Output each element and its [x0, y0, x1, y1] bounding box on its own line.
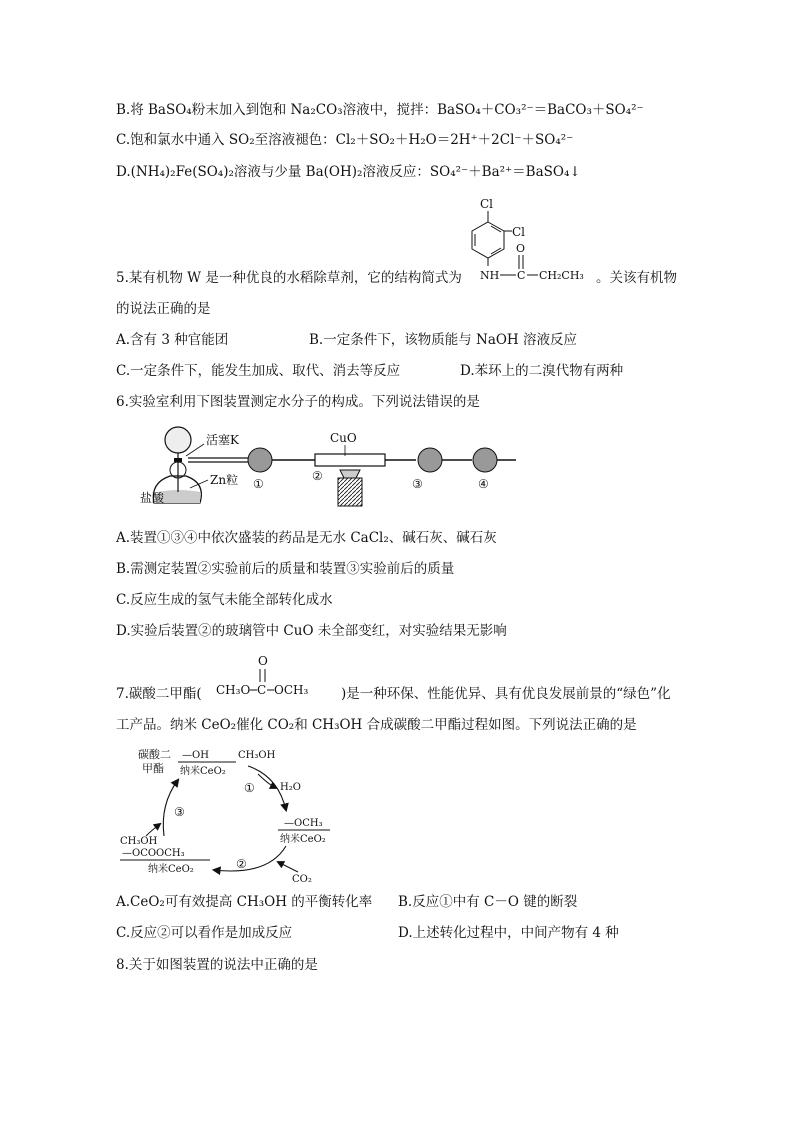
q7-option-a: A.CeO₂可有效提高 CH₃OH 的平衡转化率: [116, 894, 373, 910]
carbonyl-c: C: [517, 269, 526, 282]
ethyl-group: CH₂CH₃: [539, 269, 584, 282]
q6-option-b: B.需测定装置②实验前后的质量和装置③实验前后的质量: [116, 561, 455, 577]
top-sub: —OH: [182, 750, 209, 761]
dmc-o: O: [258, 654, 268, 668]
q7-option-c: C.反应②可以看作是加成反应: [116, 925, 293, 941]
label-2: ②: [312, 469, 323, 483]
q6-option-a: A.装置①③④中依次盛装的药品是无水 CaCl₂、碱石灰、碱石灰: [116, 530, 497, 546]
valve-label: 活塞K: [206, 433, 239, 447]
label-4: ④: [478, 477, 489, 491]
q7-stem-b: )是一种环保、性能优异、具有优良发展前景的“绿色”化: [341, 686, 671, 702]
label-1: ①: [253, 477, 264, 491]
q7-option-d: D.上述转化过程中，中间产物有 4 种: [398, 925, 619, 941]
h2o-label: H₂O: [280, 782, 301, 793]
q5-stem-a: 5.某有机物 W 是一种优良的水稻除草剂，它的结构简式为: [116, 270, 462, 286]
drying-tube-3: [418, 448, 442, 472]
dmc-left: CH₃O: [216, 683, 251, 697]
option-d-line: D.(NH₄)₂Fe(SO₄)₂溶液与少量 Ba(OH)₂溶液反应：SO₄²⁻＋Ba²⁺＝BaSO₄↓: [116, 164, 581, 180]
apparatus-figure: [140, 418, 520, 518]
q5-option-d: D.苯环上的二溴代物有两种: [460, 363, 624, 379]
dmc-formula: [210, 652, 342, 698]
q7-stem-c: 工产品。纳米 CeO₂催化 CO₂和 CH₃OH 合成碳酸二甲酯过程如图。下列说法正确的是: [116, 717, 637, 733]
separatory-funnel: [165, 427, 191, 453]
q7-stem-a: 7.碳酸二甲酯(: [116, 686, 202, 702]
co2-label: CO₂: [292, 874, 312, 884]
q5-option-a: A.含有 3 种官能团: [116, 332, 229, 348]
left-sub: —OCOOCH₃: [122, 848, 185, 859]
q8-stem: 8.关于如图装置的说法中正确的是: [116, 957, 318, 973]
arrow-2: [214, 846, 286, 871]
dmc-c: C: [257, 683, 267, 697]
q5-option-c: C.一定条件下，能发生加成、取代、消去等反应: [116, 363, 401, 379]
burner: [340, 470, 360, 478]
ch3oh-in: CH₃OH: [238, 750, 276, 761]
carbonyl-o: O: [516, 242, 526, 255]
burner-stand: [338, 478, 362, 506]
option-c-line: C.饱和氯水中通入 SO₂至溶液褪色：Cl₂＋SO₂＋H₂O＝2H⁺＋2Cl⁻＋SO₄²⁻: [116, 132, 574, 148]
cuo-label: CuO: [330, 431, 357, 445]
q6-option-d: D.实验后装置②的玻璃管中 CuO 未全部变红，对实验结果无影响: [116, 623, 507, 639]
benzene-ring: [472, 222, 504, 258]
product-label: 碳酸二: [138, 748, 171, 761]
cycle-diagram: [118, 744, 338, 884]
acid-label: 盐酸: [140, 491, 165, 505]
q5-option-b: B.一定条件下，该物质能与 NaOH 溶液反应: [309, 332, 577, 348]
q6-stem: 6.实验室利用下图装置测定水分子的构成。下列说法错误的是: [116, 394, 480, 410]
drying-tube-1: [248, 448, 272, 472]
label-3: ③: [412, 477, 423, 491]
right-cat: 纳米CeO₂: [280, 834, 326, 845]
zn-label: Zn粒: [210, 473, 239, 487]
q5-stem-b: 。关该有机物: [596, 270, 677, 286]
q6-option-c: C.反应生成的氢气未能全部转化成水: [116, 592, 333, 608]
right-sub: —OCH₃: [284, 818, 323, 829]
top-cat: 纳米CeO₂: [180, 766, 226, 777]
product-label-2: 甲酯: [142, 762, 164, 775]
cl-label-2: Cl: [512, 225, 526, 239]
r2-label: ②: [236, 857, 247, 871]
dmc-right: OCH₃: [274, 683, 309, 697]
r3-label: ③: [174, 805, 185, 819]
q5-stem-c: 的说法正确的是: [116, 301, 211, 317]
left-cat: 纳米CeO₂: [148, 864, 194, 875]
structure-w-figure: [466, 192, 598, 292]
q7-option-b: B.反应①中有 C－O 键的断裂: [398, 894, 578, 910]
drying-tube-4: [473, 448, 497, 472]
nh-label: NH: [480, 269, 500, 282]
left-ch3oh: CH₃OH: [120, 836, 158, 847]
r1-label: ①: [244, 781, 255, 795]
option-b-line: B.将 BaSO₄粉末加入到饱和 Na₂CO₃溶液中，搅拌：BaSO₄＋CO₃²⁻＝BaCO₃＋SO₄²⁻: [116, 102, 644, 118]
reaction-tube: [315, 454, 385, 466]
cl-label-1: Cl: [480, 197, 494, 211]
